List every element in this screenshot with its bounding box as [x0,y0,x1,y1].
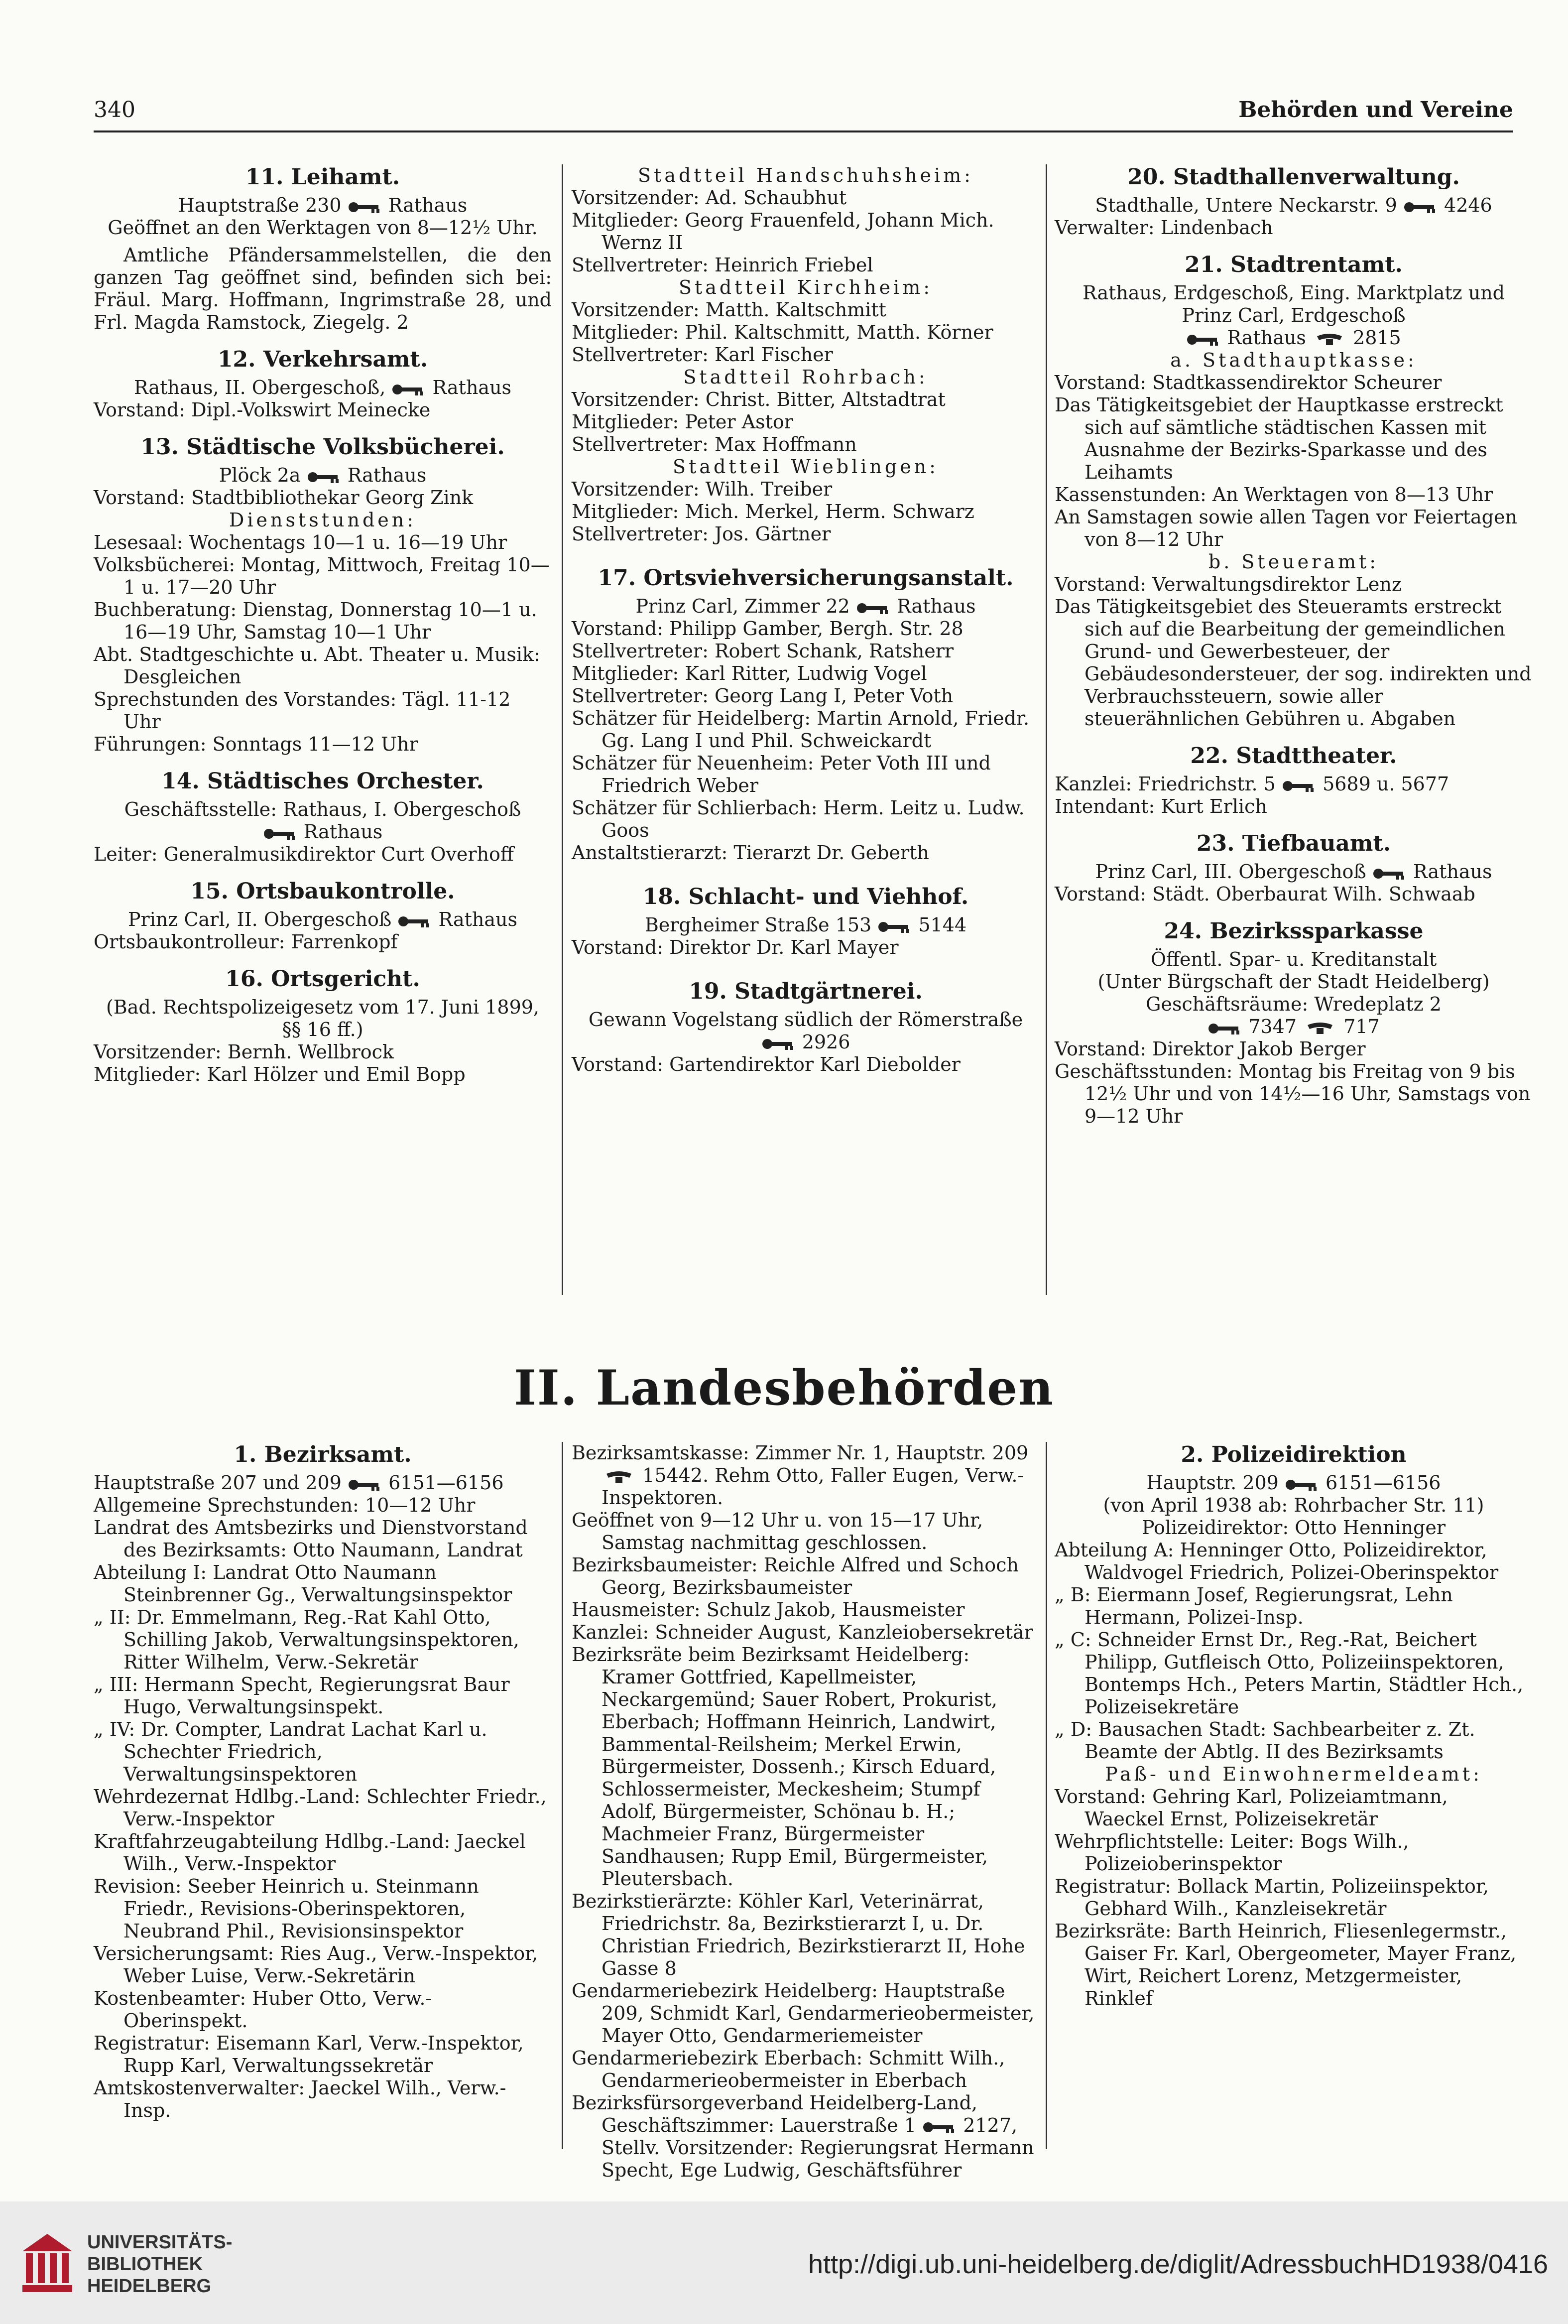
key-icon [1372,866,1407,881]
section-title: 22. Stadttheater. [1190,743,1397,769]
key-icon [348,200,382,215]
key-icon [922,2120,957,2135]
library-logo-icon [20,2231,75,2296]
key-icon [391,382,426,397]
key-icon [761,1036,796,1051]
key-icon [1207,1021,1242,1036]
column-divider [562,1442,563,2149]
header-rule [94,130,1513,132]
key-icon [1186,332,1221,347]
telephone-icon [602,1470,636,1485]
section-title: 15. Ortsbaukontrolle. [190,879,455,904]
section-title: 18. Schlacht- und Viehhof. [642,884,969,909]
section-title: 14. Städtisches Orchester. [161,769,484,794]
key-icon [263,826,298,841]
key-icon [856,601,891,616]
running-title: Behörden und Vereine [1238,97,1513,123]
column-divider [1046,164,1047,1295]
section-title: 21. Stadtrentamt. [1185,252,1403,277]
library-name: UNIVERSITÄTS- BIBLIOTHEK HEIDELBERG [87,2232,233,2297]
section-title: 1. Bezirksamt. [234,1442,412,1467]
key-icon [348,1477,382,1492]
bottom-column-right: 2. Polizeidirektion Hauptstr. 209 6151—6156 (von April 1938 ab: Rohrbacher Str. 11) Polizeidirektor: Otto Henninger Abteilung A: Henninger Otto, Polizeidirektor, Waldvogel Friedrich, Polizei-Oberinspektor „ B: Eiermann Josef, Regierungsrat, Lehn Hermann, Polizei-Insp. „ C: Schneider Ernst Dr., Reg.-Rat, Beichert Philipp, Gutfleisch Otto, Polizeiinspektoren, Bontemps Hch., Peters Martin, Städtler Hch., Polizeisekretäre „ D: Bausachen Stadt: Sachbearbeiter z. Zt. Beamte der Abtlg. II des Bezirksamts Paß- und Einwohnermeldeamt: Vorstand: Gehring Karl, Polizeiamtmann, Waeckel Ernst, Polizeisekretär Wehrpflichtstelle: Leiter: Bogs Wilh., Polizeioberinspektor Registratur: Bollack Martin, Polizeiinspektor, Gebhard Wilh., Kanzleisekretär Bezirksräte: Barth Heinrich, Fliesenlegermstr., Gaiser Fr. Karl, Obergeometer, Mayer Franz, Wirt, Reichert Lorenz, Metzgermeister, Rinklef [1055,1442,1533,2159]
bottom-column-middle: Bezirksamtskasse: Zimmer Nr. 1, Hauptstr. 209 15442. Rehm Otto, Faller Eugen, Verw.-Inspektoren. Geöffnet von 9—12 Uhr u. von 15—17 Uhr, Samstag nachmittag geschlossen. Bezirksbaumeister: Reichle Alfred und Schoch Georg, Bezirksbaumeister Hausmeister: Schulz Jakob, Hausmeister Kanzlei: Schneider August, Kanzleiobersekretär Bezirksräte beim Bezirksamt Heidelberg: Kramer Gottfried, Kapellmeister, Neckargemünd; Sauer Robert, Prokurist, Eberbach; Hoffmann Heinrich, Landwirt, Bammental-Reilsheim; Merkel Erwin, Bürgermeister, Dossenh.; Kirsch Eduard, Schlossermeister, Meckesheim; Stumpf Adolf, Bürgermeister, Schönau b. H.; Machmeier Franz, Bürgermeister Sandhausen; Rupp Emil, Bürgermeister, Pleutersbach. Bezirkstierärzte: Köhler Karl, Veterinärrat, Friedrichstr. 8a, Bezirkstierarzt I, u. Dr. Christian Friedrich, Bezirkstierarzt II, Hohe Gasse 8 Gendarmeriebezirk Heidelberg: Hauptstraße 209, Schmidt Karl, Gendarmerieobermeister, Mayer Otto, Gendarmeriemeister Gendarmeriebezirk Eberbach: Schmitt Wilh., Gendarmerieobermeister in Eberbach Bezirksfürsorgeverband Heidelberg-Land, Geschäftszimmer: Lauerstraße 1 2127, Stellv. Vorsitzender: Regierungsrat Hermann Specht, Ege Ludwig, Geschäftsführer [572,1442,1035,2181]
section-title: 16. Ortsgericht. [225,966,420,992]
key-icon [307,470,342,485]
key-icon [397,914,432,929]
section-title: 23. Tiefbauamt. [1196,831,1391,856]
section-heading: II. Landesbehörden [513,1360,1054,1416]
page-number: 340 [94,97,135,123]
column-divider [562,164,563,1295]
key-icon [1285,1477,1320,1492]
page-header [94,97,1513,127]
column-right: 20. Stadthallenverwaltung. Stadthalle, Untere Neckarstr. 9 4246 Verwalter: Lindenbach 21. Stadtrentamt. Rathaus, Erdgeschoß, Eing. Marktplatz und Prinz Carl, Erdgeschoß Rathaus 2815 a. Stadthauptkasse: Vorstand: Stadtkassendirektor Scheurer Das Tätigkeitsgebiet der Hauptkasse erstreckt sich auf sämtliche städtischen Kassen mit Ausnahme der Bezirks-Sparkasse und des Leihamts Kassenstunden: An Werktagen von 8—13 Uhr An Samstagen sowie allen Tagen vor Feiertagen von 8—12 Uhr b. Steueramt: Vorstand: Verwaltungsdirektor Lenz Das Tätigkeitsgebiet des Steueramts erstreckt sich auf die Bearbeitung der gemeindlichen Grund- und Gewerbesteuer, der Gebäudesondersteuer, der sog. indirekten und Verbrauchssteuern, sowie aller steuerähnlichen Gebühren u. Abgaben 22. Stadttheater. Kanzlei: Friedrichstr. 5 5689 u. 5677 Intendant: Kurt Erlich 23. Tiefbauamt. Prinz Carl, III. Obergeschoß Rathaus Vorstand: Städt. Oberbaurat Wilh. Schwaab 24. Bezirkssparkasse Öffentl. Spar- u. Kreditanstalt (Unter Bürgschaft der Stadt Heidelberg) Geschäftsräume: Wredeplatz 2 7347 717 Vorstand: Direktor Jakob Berger Geschäftsstunden: Montag bis Freitag von 9 bis 12½ Uhr und von 14½—16 Uhr, Samstags von 9—12 Uhr [1055,164,1533,1310]
section-title: 2. Polizeidirektion [1181,1442,1407,1467]
viewer-footer [0,2201,1568,2324]
section-title: 19. Stadtgärtnerei. [689,979,923,1004]
section-title: 12. Verkehrsamt. [217,347,428,372]
column-left: 11. Leihamt. Hauptstraße 230 Rathaus Geöffnet an den Werktagen von 8—12½ Uhr. Amtliche Pfändersammelstellen, die den ganzen Tag geöffnet sind, befinden sich bei: Fräul. Marg. Hoffmann, Ingrimstraße 28, und Frl. Magda Ramstock, Ziegelg. 2 12. Verkehrsamt. Rathaus, II. Obergeschoß, Rathaus Vorstand: Dipl.-Volkswirt Meinecke 13. Städtische Volksbücherei. Plöck 2a Rathaus Vorstand: Stadtbibliothekar Georg Zink Dienststunden: Lesesaal: Wochentags 10—1 u. 16—19 Uhr Volksbücherei: Montag, Mittwoch, Freitag 10—1 u. 17—20 Uhr Buchberatung: Dienstag, Donnerstag 10—1 u. 16—19 Uhr, Samstag 10—1 Uhr Abt. Stadtgeschichte u. Abt. Theater u. Musik: Desgleichen Sprechstunden des Vorstandes: Tägl. 11-12 Uhr Führungen: Sonntags 11—12 Uhr 14. Städtisches Orchester. Geschäftsstelle: Rathaus, I. Obergeschoß Rathaus Leiter: Generalmusikdirektor Curt Overhoff 15. Ortsbaukontrolle. Prinz Carl, II. Obergeschoß Rathaus Ortsbaukontrolleur: Farrenkopf 16. Ortsgericht. (Bad. Rechtspolizeigesetz vom 17. Juni 1899, §§ 16 ff.) Vorsitzender: Bernh. Wellbrock Mitglieder: Karl Hölzer und Emil Bopp [94,164,552,1085]
section-title: 17. Ortsviehversicherungsanstalt. [598,565,1014,591]
column-divider [1046,1442,1047,2149]
key-icon [1403,200,1438,215]
telephone-icon [1303,1021,1337,1036]
key-icon [1282,778,1317,793]
telephone-icon [1312,332,1347,347]
key-icon [877,919,912,934]
source-url[interactable]: http://digi.ub.uni-heidelberg.de/diglit/AdressbuchHD1938/0416 [808,2249,1548,2279]
column-middle: Stadtteil Handschuhsheim: Vorsitzender: Ad. Schaubhut Mitglieder: Georg Frauenfeld, Johann Mich. Wernz II Stellvertreter: Heinrich Friebel Stadtteil Kirchheim: Vorsitzender: Matth. Kaltschmitt Mitglieder: Phil. Kaltschmitt, Matth. Körner Stellvertreter: Karl Fischer Stadtteil Rohrbach: Vorsitzender: Christ. Bitter, Altstadtrat Mitglieder: Peter Astor Stellvertreter: Max Hoffmann Stadtteil Wieblingen: Vorsitzender: Wilh. Treiber Mitglieder: Mich. Merkel, Herm. Schwarz Stellvertreter: Jos. Gärtner 17. Ortsviehversicherungsanstalt. Prinz Carl, Zimmer 22 Rathaus Vorstand: Philipp Gamber, Bergh. Str. 28 Stellvertreter: Robert Schank, Ratsherr Mitglieder: Karl Ritter, Ludwig Vogel Stellvertreter: Georg Lang I, Peter Voth Schätzer für Heidelberg: Martin Arnold, Friedr. Gg. Lang I und Phil. Schweickardt Schätzer für Neuenheim: Peter Voth III und Friedrich Weber Schätzer für Schlierbach: Herm. Leitz u. Ludw. Goos Anstaltstierarzt: Tierarzt Dr. Geberth 18. Schlacht- und Viehhof. Bergheimer Straße 153 5144 Vorstand: Direktor Dr. Karl Mayer 19. Stadtgärtnerei. Gewann Vogelstang südlich der Römerstraße 2926 Vorstand: Gartendirektor Karl Diebolder [572,164,1040,1310]
section-title: 13. Städtische Volksbücherei. [140,434,505,460]
bottom-column-left: 1. Bezirksamt. Hauptstraße 207 und 209 6151—6156 Allgemeine Sprechstunden: 10—12 Uhr Landrat des Amtsbezirks und Dienstvorstand des Bezirksamts: Otto Naumann, Landrat Abteilung I: Landrat Otto Naumann Steinbrenner Gg., Verwaltungsinspektor „ II: Dr. Emmelmann, Reg.-Rat Kahl Otto, Schilling Jakob, Verwaltungsinspektoren, Ritter Wilhelm, Verw.-Sekretär „ III: Hermann Specht, Regierungsrat Baur Hugo, Verwaltungsinspekt. „ IV: Dr. Compter, Landrat Lachat Karl u. Schechter Friedrich, Verwaltungsinspektoren Wehrdezernat Hdlbg.-Land: Schlechter Friedr., Verw.-Inspektor Kraftfahrzeugabteilung Hdlbg.-Land: Jaeckel Wilh., Verw.-Inspektor Revision: Seeber Heinrich u. Steinmann Friedr., Revisions-Oberinspektoren, Neubrand Phil., Revisionsinspektor Versicherungsamt: Ries Aug., Verw.-Inspektor, Weber Luise, Verw.-Sekretärin Kostenbeamter: Huber Otto, Verw.-Oberinspekt. Registratur: Eisemann Karl, Verw.-Inspektor, Rupp Karl, Verwaltungssekretär Amtskostenverwalter: Jaeckel Wilh., Verw.-Insp. [94,1442,552,2159]
section-title: 24. Bezirkssparkasse [1164,918,1424,944]
section-title: 20. Stadthallenverwaltung. [1127,164,1460,190]
section-title: 11. Leihamt. [245,164,400,190]
